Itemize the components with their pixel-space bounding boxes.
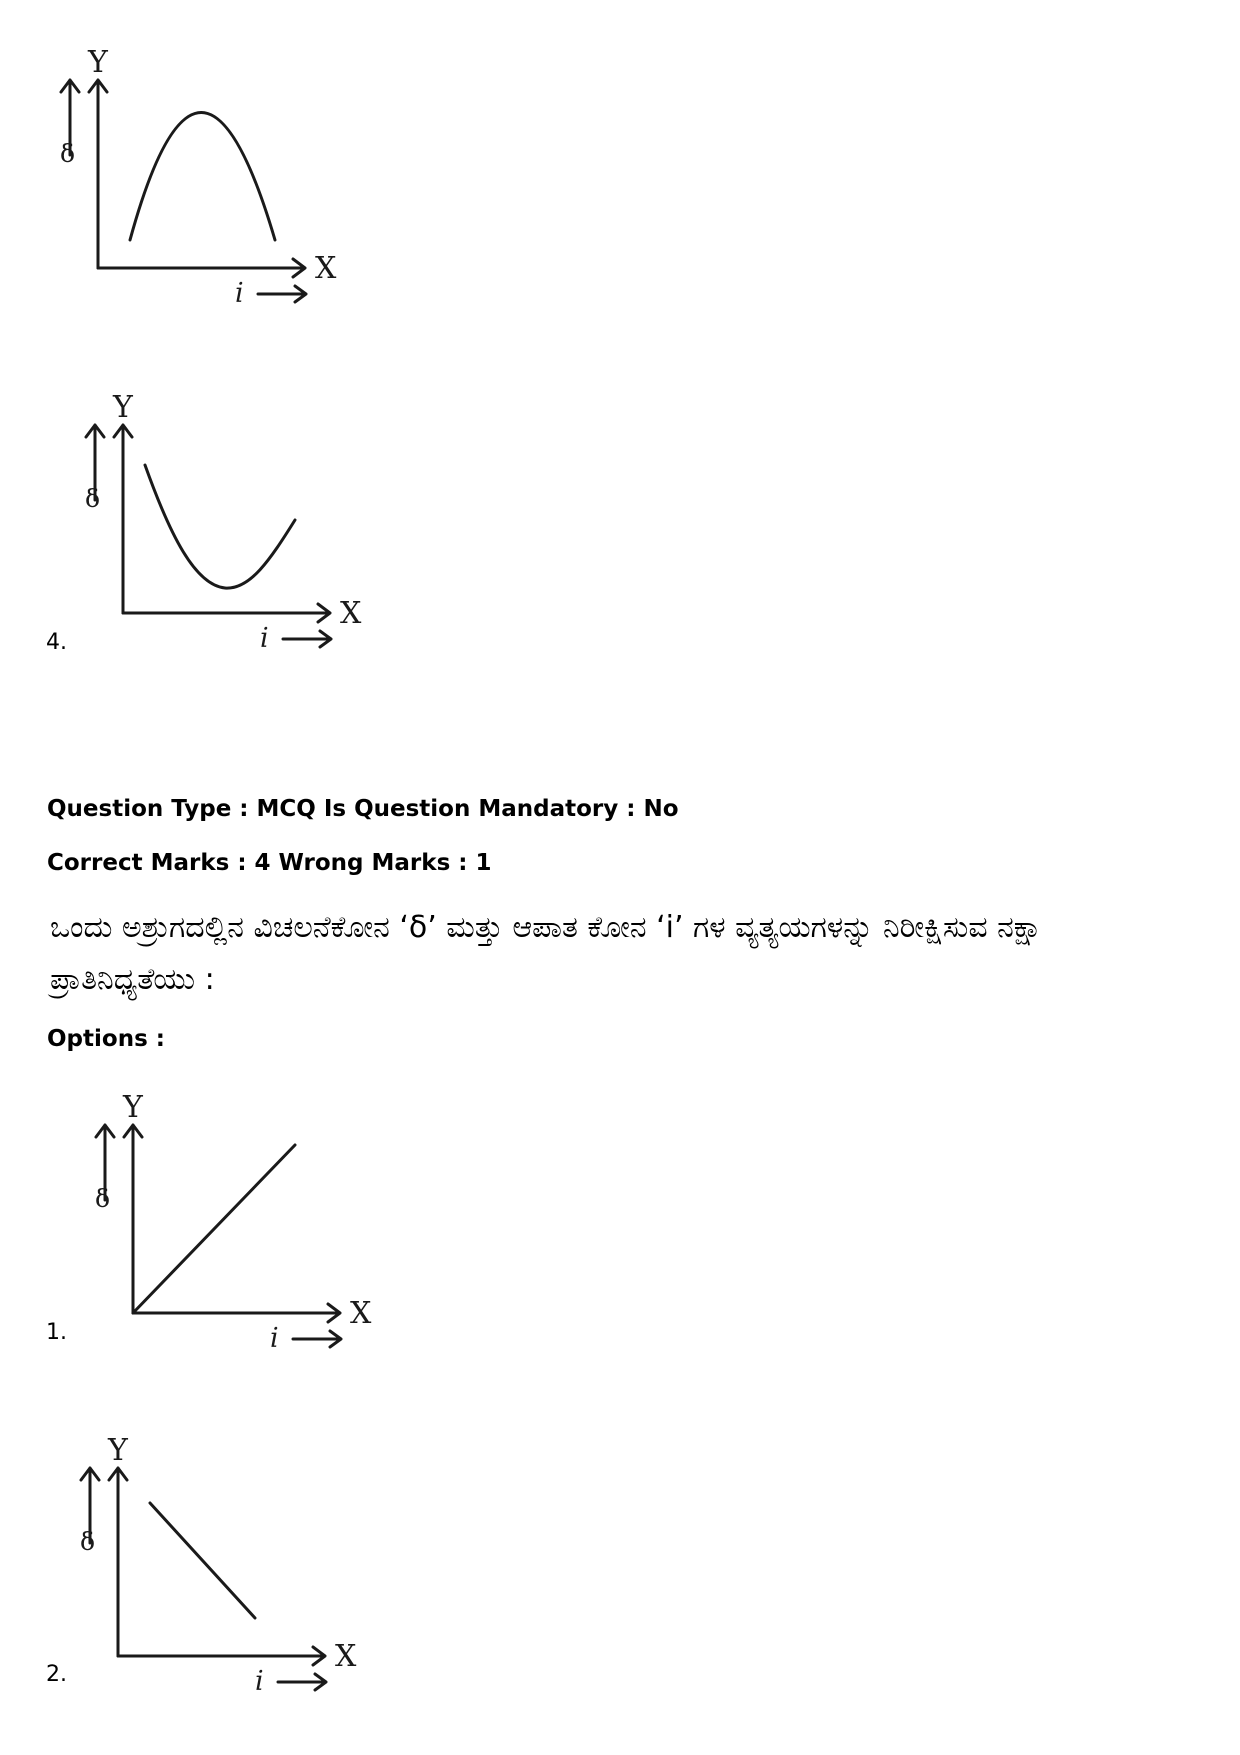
x-arrow-icon xyxy=(293,1331,341,1347)
options-label: Options : xyxy=(47,1026,165,1052)
i-label: i xyxy=(270,1323,279,1354)
i-label: i xyxy=(235,278,244,309)
y-axis-label: Y xyxy=(113,390,133,425)
x-axis xyxy=(98,259,305,277)
x-axis-label: X xyxy=(350,1296,372,1331)
curve-minimum xyxy=(145,465,295,588)
y-axis-label: Y xyxy=(123,1090,143,1125)
question-type-line: Question Type : MCQ Is Question Mandatory : No xyxy=(47,796,679,822)
y-axis-label: Y xyxy=(108,1433,128,1468)
x-axis xyxy=(123,604,330,622)
i-label: i xyxy=(260,623,269,654)
x-axis-label: X xyxy=(340,596,362,631)
delta-label: δ xyxy=(85,484,101,513)
line-decreasing xyxy=(150,1503,255,1618)
x-arrow-icon xyxy=(278,1674,326,1690)
question-text xyxy=(50,902,1050,1006)
y-axis xyxy=(124,1125,142,1313)
x-arrow-icon xyxy=(283,631,331,647)
line-increasing xyxy=(133,1145,295,1313)
x-axis xyxy=(118,1647,325,1665)
delta-label: δ xyxy=(80,1527,96,1556)
option-number-2: 2. xyxy=(46,1662,67,1687)
i-label: i xyxy=(255,1666,264,1697)
delta-label: δ xyxy=(60,139,76,168)
marks-line: Correct Marks : 4 Wrong Marks : 1 xyxy=(47,850,492,876)
x-axis-label: X xyxy=(335,1639,357,1674)
question-text-line-2: ಪ್ರಾತಿನಿಧ್ಯತೆಯು : xyxy=(50,962,215,997)
y-axis-label: Y xyxy=(88,45,108,80)
curve-maximum xyxy=(130,113,275,241)
option-number-4: 4. xyxy=(46,630,67,655)
option-number-1: 1. xyxy=(46,1320,67,1345)
graph-option-2[interactable] xyxy=(70,1428,390,1703)
graph-option-3 xyxy=(50,40,370,310)
graph-option-1[interactable] xyxy=(85,1085,405,1360)
y-axis xyxy=(109,1468,127,1656)
x-axis-label: X xyxy=(315,251,337,286)
delta-label: δ xyxy=(95,1184,111,1213)
question-text-line-1: ಒಂದು ಅಶ್ರುಗದಲ್ಲಿನ ವಿಚಲನೆಕೋನ ‘δ’ ಮತ್ತು ಆಪಾತ ಕೋನ ‘i’ ಗಳ ವ್ಯತ್ಯಯಗಳನ್ನು ನಿರೀಕ್ಷಿಸುವ ನಕ್ಷಾ xyxy=(50,910,1043,945)
x-axis xyxy=(133,1304,340,1322)
graph-option-4 xyxy=(75,385,395,660)
x-arrow-icon xyxy=(258,286,306,302)
y-axis xyxy=(89,80,107,268)
y-axis xyxy=(114,425,132,613)
